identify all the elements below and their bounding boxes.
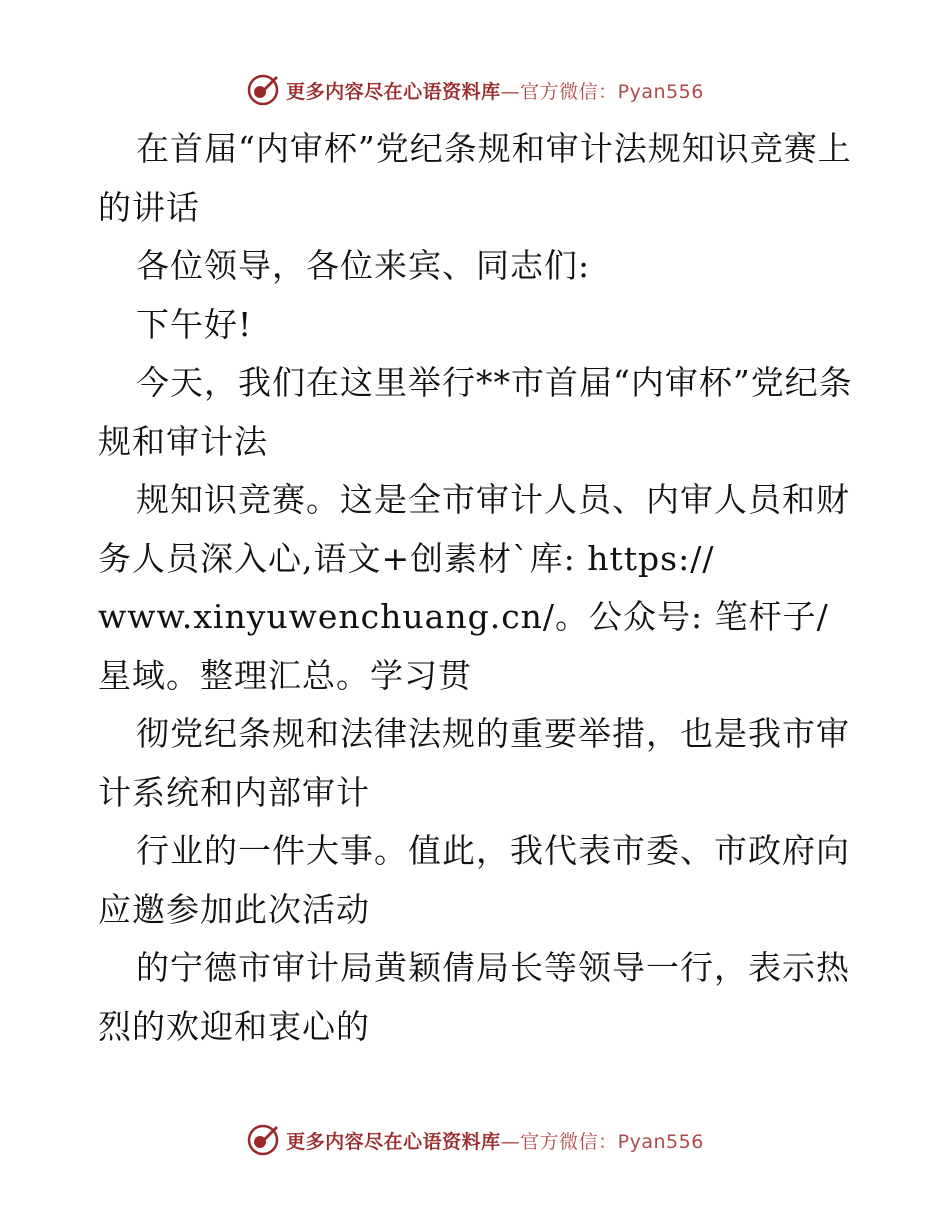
paragraph: 今天，我们在这里举行**市首届“内审杯”党纪条规和审计法 bbox=[98, 363, 853, 461]
paragraph: 规知识竞赛。这是全市审计人员、内审人员和财务人员深入心,语文+创素材`库: https:// bbox=[98, 480, 850, 578]
paragraph: 彻党纪条规和法律法规的重要举措，也是我市审计系统和内部审计 bbox=[98, 714, 850, 812]
banner-site-text: 更多内容尽在心语资料库 bbox=[286, 1130, 501, 1153]
paragraph: 行业的一件大事。值此，我代表市委、市政府向应邀参加此次活动 bbox=[98, 831, 850, 929]
document-body bbox=[98, 120, 858, 1056]
banner-wechat-text: —官方微信：Pyan556 bbox=[500, 1130, 704, 1153]
salutation: 各位领导，各位来宾、同志们: bbox=[136, 246, 591, 285]
header-banner bbox=[0, 70, 950, 110]
doc-title: 在首届“内审杯”党纪条规和审计法规知识竞赛上的讲话 bbox=[98, 129, 852, 227]
pen-logo-icon bbox=[246, 73, 280, 107]
paragraph: www.xinyuwenchuang.cn/。公众号: 笔杆子/星域。整理汇总。学习贯 bbox=[98, 597, 829, 695]
banner-text bbox=[286, 77, 704, 104]
banner-site-text: 更多内容尽在心语资料库 bbox=[286, 80, 501, 103]
footer-banner bbox=[0, 1120, 950, 1160]
pen-logo-icon bbox=[246, 1123, 280, 1157]
paragraph: 的宁德市审计局黄颖倩局长等领导一行，表示热烈的欢迎和衷心的 bbox=[98, 948, 850, 1046]
banner-wechat-text: —官方微信：Pyan556 bbox=[500, 80, 704, 103]
greeting: 下午好! bbox=[136, 304, 253, 344]
banner-text bbox=[286, 1127, 704, 1154]
